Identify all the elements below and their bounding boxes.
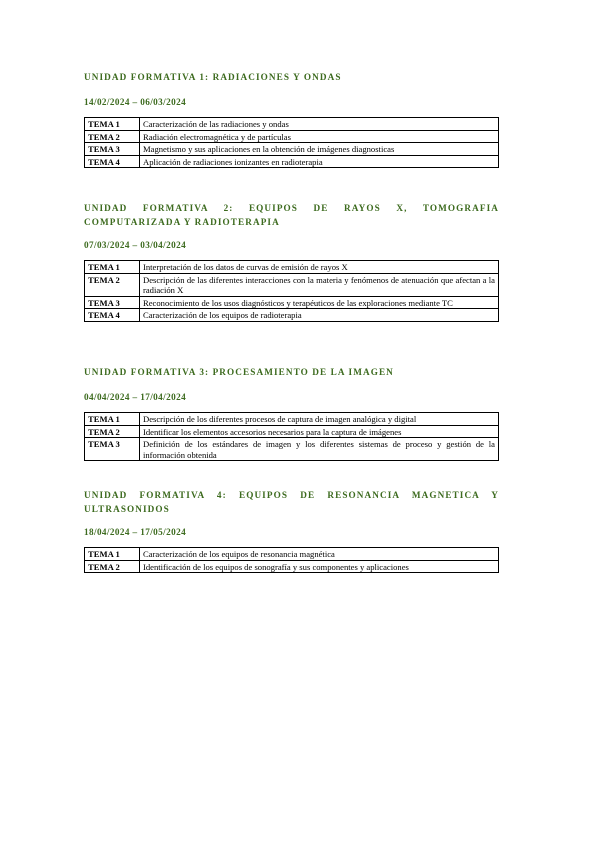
unit-dates: 14/02/2024 – 06/03/2024 <box>84 97 187 107</box>
temas-table <box>84 260 499 322</box>
tema-text: Identificación de los equipos de sonografía y sus componentes y aplicaciones <box>140 560 499 573</box>
tema-label: TEMA 3 <box>85 296 140 309</box>
unit-title: UNIDAD FORMATIVA 4: EQUIPOS DE RESONANCIA MAGNETICA Y ULTRASONIDOS <box>84 490 499 514</box>
tema-text: Reconocimiento de los usos diagnósticos y terapéuticos de las exploraciones mediante TC <box>140 296 499 309</box>
unit-dates: 04/04/2024 – 17/04/2024 <box>84 392 187 402</box>
unit-3 <box>84 365 499 461</box>
tema-text: Radiación electromagnética y de partículas <box>140 130 499 143</box>
tema-text: Descripción de las diferentes interacciones con la materia y fenómenos de atenuación que afectan a la radiación X <box>140 273 499 296</box>
tema-label: TEMA 2 <box>85 273 140 296</box>
tema-label: TEMA 1 <box>85 261 140 274</box>
table-row <box>85 560 499 573</box>
table-row <box>85 425 499 438</box>
tema-label: TEMA 1 <box>85 548 140 561</box>
unit-dates: 07/03/2024 – 03/04/2024 <box>84 240 187 250</box>
table-row <box>85 155 499 168</box>
table-row <box>85 438 499 461</box>
table-row <box>85 309 499 322</box>
tema-text: Descripción de los diferentes procesos de captura de imagen analógica y digital <box>140 413 499 426</box>
tema-text: Caracterización de las radiaciones y ondas <box>140 118 499 131</box>
temas-table <box>84 412 499 461</box>
unit-2 <box>84 201 499 322</box>
tema-text: Definición de los estándares de imagen y los diferentes sistemas de proceso y gestión de la información obtenida <box>140 438 499 461</box>
unit-title: UNIDAD FORMATIVA 3: PROCESAMIENTO DE LA IMAGEN <box>84 367 394 377</box>
tema-label: TEMA 2 <box>85 560 140 573</box>
tema-text: Caracterización de los equipos de resonancia magnética <box>140 548 499 561</box>
table-row <box>85 143 499 156</box>
temas-table <box>84 547 499 573</box>
tema-label: TEMA 3 <box>85 143 140 156</box>
unit-title: UNIDAD FORMATIVA 2: EQUIPOS DE RAYOS X, TOMOGRAFIA COMPUTARIZADA Y RADIOTERAPIA <box>84 203 499 227</box>
table-row <box>85 261 499 274</box>
table-row <box>85 130 499 143</box>
unit-dates: 18/04/2024 – 17/05/2024 <box>84 527 187 537</box>
tema-text: Interpretación de los datos de curvas de emisión de rayos X <box>140 261 499 274</box>
tema-label: TEMA 1 <box>85 118 140 131</box>
temas-table <box>84 117 499 168</box>
unit-4 <box>84 488 499 573</box>
tema-text: Identificar los elementos accesorios necesarios para la captura de imágenes <box>140 425 499 438</box>
tema-label: TEMA 2 <box>85 130 140 143</box>
tema-label: TEMA 1 <box>85 413 140 426</box>
table-row <box>85 413 499 426</box>
tema-label: TEMA 4 <box>85 309 140 322</box>
table-row <box>85 273 499 296</box>
table-row <box>85 296 499 309</box>
tema-label: TEMA 3 <box>85 438 140 461</box>
tema-label: TEMA 2 <box>85 425 140 438</box>
unit-1 <box>84 70 499 168</box>
table-row <box>85 118 499 131</box>
tema-label: TEMA 4 <box>85 155 140 168</box>
tema-text: Aplicación de radiaciones ionizantes en radioterapia <box>140 155 499 168</box>
tema-text: Magnetismo y sus aplicaciones en la obtención de imágenes diagnosticas <box>140 143 499 156</box>
table-row <box>85 548 499 561</box>
tema-text: Caracterización de los equipos de radioterapia <box>140 309 499 322</box>
unit-title: UNIDAD FORMATIVA 1: RADIACIONES Y ONDAS <box>84 72 342 82</box>
